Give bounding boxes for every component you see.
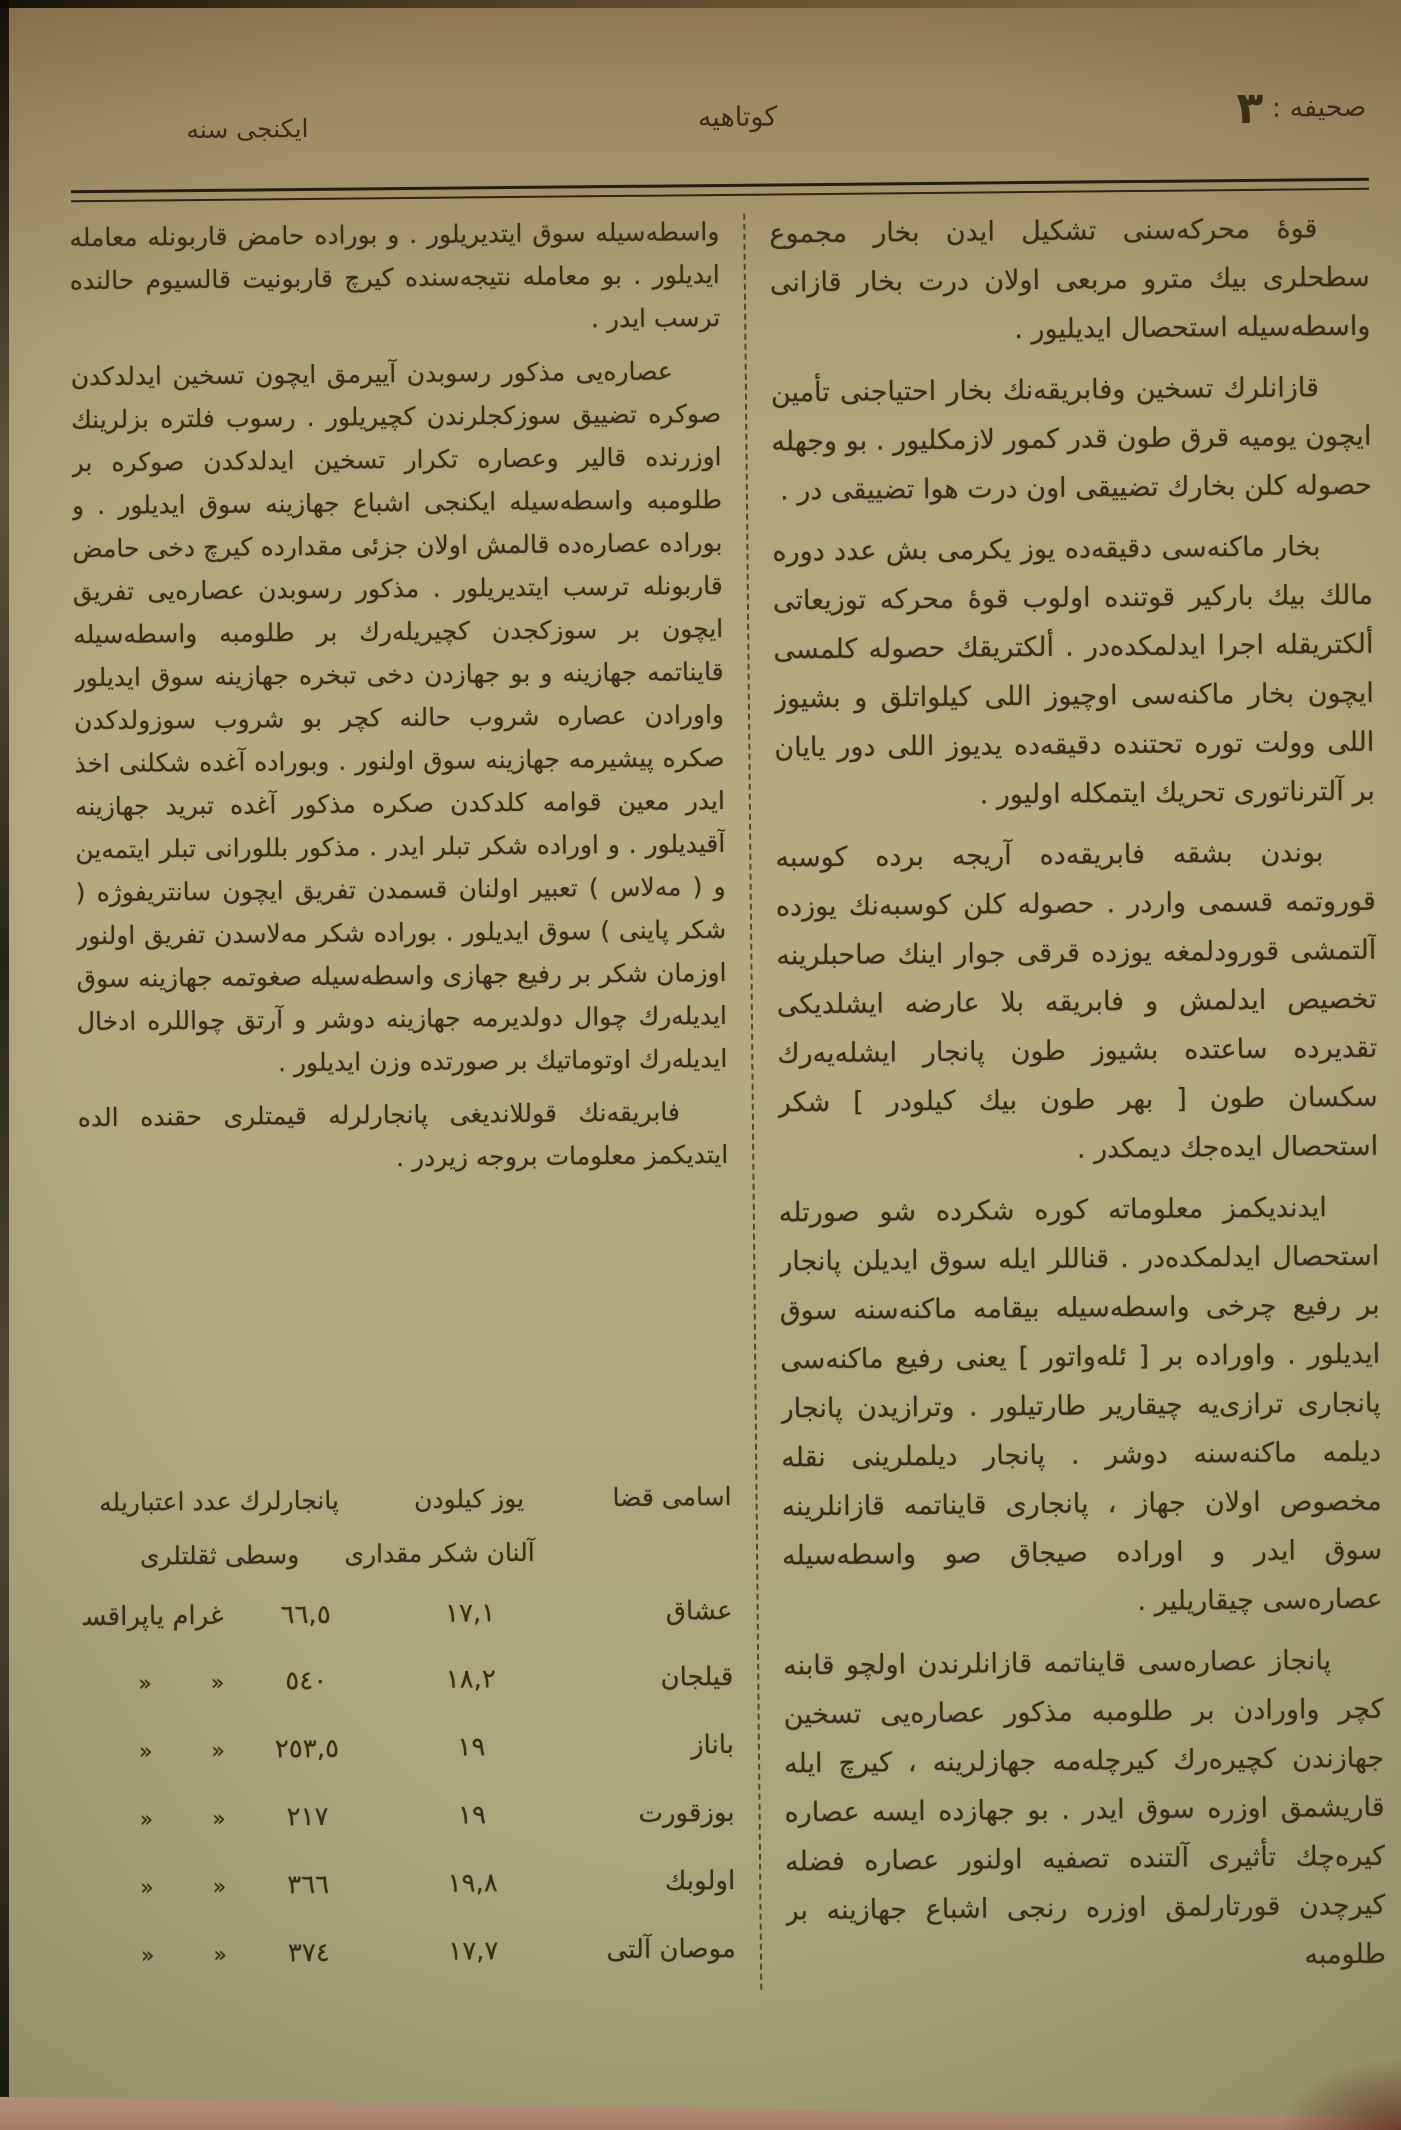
header-sugar-line2: آلنان شكر مقدارى — [344, 1537, 535, 1569]
article-column-right — [769, 204, 1386, 2010]
newspaper-title: كوتاهيه — [697, 101, 778, 134]
weight-value: ٢٥٣,٥ — [274, 1733, 340, 1765]
cell-district: قيلجان — [660, 1661, 734, 1693]
cell-district: اولوبك — [664, 1865, 736, 1897]
page-corner-shadow — [1281, 2060, 1401, 2130]
page-number-label — [1236, 82, 1366, 134]
page-number: ٣ — [1236, 82, 1264, 135]
table-row — [85, 1848, 736, 1922]
page-left-shadow — [0, 0, 9, 2130]
table-row — [84, 1712, 735, 1786]
cell-district: موصان آلتى — [606, 1933, 737, 1966]
table-row — [86, 1916, 737, 1990]
weight-value: ٣٦٦ — [287, 1869, 330, 1901]
paragraph: پانجاز عصاره‌سى قايناتمه قازانلرندن اولچو قابنه كچر واورادن بر طلومبه مذكور عصاره‌يى تسخين جهازندن كچيره‌رك كيرچله‌مه جهازلرينه ، كيرچ ايله قاريشمق اوزره سوق ايدر . بو جهازده ايسه عصاره كيره‌چك تأثيرى آلتنده تصفيه اولنور عصاره فضله كيرچدن قورتارلمق اوزره رنجى اشباع جهازينه بر طلومبه — [783, 1645, 1387, 1971]
weight-value: ٢١٧ — [286, 1801, 329, 1833]
paragraph: عصاره‌يى مذكور رسوبدن آييرمق ايچون تسخين ايدلدكدن صوكره تضييق سوزكجلرندن كچيريلور . رسوب فلتره بزلرينك اوزرنده قالير وعصاره تكرار تسخين ايدلدكدن صوكره بر طلومبه واسطه‌سيله ايكنجى اشباع جهازينه سوق ايديلور . و بوراده عصاره‌ده قالمش اولان جزئى مقدارده كيرچ دخى حامض قاربونله ترسب ايتديريلور . مذكور رسوبدن عصاره‌يى تفريق ايچون بر سوزكجدن كچيريله‌رك بر طلومبه واسطه‌سيله قايناتمه جهازينه و بو جهازدن دخى تبخره جهازينه سوق ايديلور واورادن عصاره شروب حالنه كچر بو شروب سوزولدكدن صكره پيشيرمه جهازينه سوق اولنور . وبوراده آغده شكلنى اخذ ايدر معين قوامه كلدكدن صكره مذكور آغده تبريد جهازينه آقيديلور . و اوراده شكر تبلر ايدر . مذكور بللورانى تبلر ايتمه‌ين و ( مه‌لاس ) تعبير اولنان قسمدن تفريق ايچون سانتريفوژه ( شكر پاينى ) سوق ايديلور . بوراده شكر مه‌لاسدن تفريق اولنور اوزمان شكر بر رفيع جهازى واسطه‌سيله صغوتمه جهازينه سوق ايديله‌رك چوال دولديرمه جهازينه دوشر و آرتق چواللره ادخال ايديله‌رك اوتوماتيك بر صورتده وزن ايديلور . — [70, 356, 728, 1078]
table-row — [84, 1780, 735, 1854]
header-weight-line2: وسطى ثقلتلرى — [139, 1540, 300, 1571]
cell-weight — [86, 1920, 362, 1991]
ditto-marks: « « — [138, 1670, 225, 1697]
beet-sugar-table — [70, 1470, 737, 2016]
weight-value: ٥٤٠ — [285, 1665, 328, 1697]
cell-sugar: ١٩ — [457, 1800, 487, 1831]
article-column-left — [69, 210, 736, 2016]
ditto-marks: « « — [140, 1874, 227, 1901]
masthead — [68, 82, 1373, 191]
header-spacer — [582, 1559, 732, 1560]
paragraph: فابريقه‌نك قوللانديغى پانجارلرله قيمتلرى حقنده الده ايتديكمز معلومات بروجه زيردر . — [77, 1097, 729, 1173]
cell-weight — [83, 1648, 359, 1719]
year-label: ايكنجى سنه — [186, 113, 309, 145]
column-divider-rule — [743, 214, 762, 1990]
page-content — [68, 82, 1387, 1971]
ditto-marks: « « — [139, 1806, 226, 1833]
page-top-shadow — [0, 0, 1401, 8]
paragraph: ايدنديكمز معلوماته كوره شكرده شو صورتله استحصال ايدلمكده‌در . قناللر ايله سوق ايديلن پانجار بر رفيع چرخى واسطه‌سيله بيقامه ماكنه‌سنه سوق ايديلور . واوراده بر [ ئله‌واتور ] يعنى رفيع ماكنه‌سى پانجارى ترازى‌يه چيقارير طارتيلور . وترازيدن پانجار ديلمه ماكنه‌سنه دوشر . پانجار ديلملرينى نقله مخصوص اولان جهاز ، پانجارى قايناتمه قازانلرينه سوق ايدر و اوراده صيجاق صو واسطه‌سيله عصاره‌سى چيقاريلير . — [778, 1192, 1383, 1618]
table-row — [70, 1578, 733, 1650]
article-columns — [69, 204, 1386, 2016]
weight-value: ٦٦,٥ — [280, 1599, 331, 1631]
cell-sugar: ١٧,٧ — [448, 1936, 499, 1967]
ditto-marks: « « — [140, 1942, 228, 1969]
cell-district: باناز — [690, 1729, 735, 1761]
page-word: صحيفه : — [1271, 91, 1367, 124]
header-weight-line1: پانجارلرك عدد اعتباريله — [99, 1485, 340, 1518]
cell-weight — [84, 1716, 360, 1787]
paragraph: قوهٔ محركه‌سنى تشكيل ايدن بخار مجموع سطحلرى بيك مترو مربعى اولان درت بخار قازانى واسطه‌سيله استحصال ايديليور . — [769, 213, 1371, 346]
weight-value: ٣٧٤ — [287, 1937, 330, 1969]
masthead-double-rule — [71, 178, 1369, 202]
cell-district: عشاق — [665, 1595, 733, 1627]
table-row — [83, 1644, 734, 1718]
cell-weight — [85, 1852, 361, 1923]
table-header-row-1 — [81, 1470, 731, 1530]
cell-sugar: ١٨,٢ — [445, 1664, 496, 1695]
ditto-marks: « « — [138, 1738, 226, 1765]
page-bottom-strip — [0, 2084, 1401, 2130]
cell-weight — [70, 1582, 358, 1651]
paragraph: بخار ماكنه‌سى دقيقه‌ده يوز يكرمى بش عدد دوره مالك بيك باركير قوتنده اولوب قوهٔ محركه توزيعاتى ألكتريقله اجرا ايدلمكده‌در . ألكتريقك حصوله كلمسى ايچون بخار ماكنه‌سى اوچيوز اللى كيلواتلق و بشيوز اللى وولت توره تحتنده دقيقه‌ده يديوز اللى دور يايان بر آلترناتورى تحريك ايتمكله اوليور . — [772, 531, 1375, 811]
paragraph: واسطه‌سيله سوق ايتديريلور . و بوراده حامض قاربونله معامله ايديلور . بو معامله نتيجه‌سنده كيرچ قاربونيت قالسيوم حالنده ترسب ايدر . — [69, 217, 721, 334]
cell-weight — [84, 1784, 360, 1855]
header-sugar-line1: يوز كيلودن — [413, 1483, 525, 1515]
weight-unit: غرام ياپراقسز — [70, 1600, 224, 1633]
header-district: اسامى قضا — [612, 1481, 732, 1513]
paragraph: قازانلرك تسخين وفابريقه‌نك بخار احتياجنى تأمين ايچون يوميه قرق طون قدر كمور لازمكليور . بو وجهله حصوله كلن بخارك تضييقى اون درت هوا تضييقى در . — [770, 372, 1372, 507]
cell-sugar: ١٧,١ — [444, 1598, 496, 1629]
cell-district: بوزقورت — [638, 1797, 735, 1829]
cell-sugar: ١٩ — [457, 1732, 486, 1763]
paragraph: بوندن بشقه فابريقه‌ده آريجه برده كوسبه قوروتمه قسمى واردر . حصوله كلن كوسبه‌نك يوزده آلتمشى قورودلمغه يوزده قرقى جوار اينك صاحبلرينه تخصيص ايدلمش و فابريقه بلا عارضه ايشلديكى تقديرده ساعتده بشيوز طون پانجار ايشله‌يه‌رك سكسان طون [ بهر طون بيك كيلودر ] شكر استحصال ايده‌جك ديمكدر . — [775, 837, 1379, 1165]
cell-sugar: ١٩,٨ — [447, 1868, 498, 1899]
table-header-row-2 — [82, 1524, 732, 1584]
